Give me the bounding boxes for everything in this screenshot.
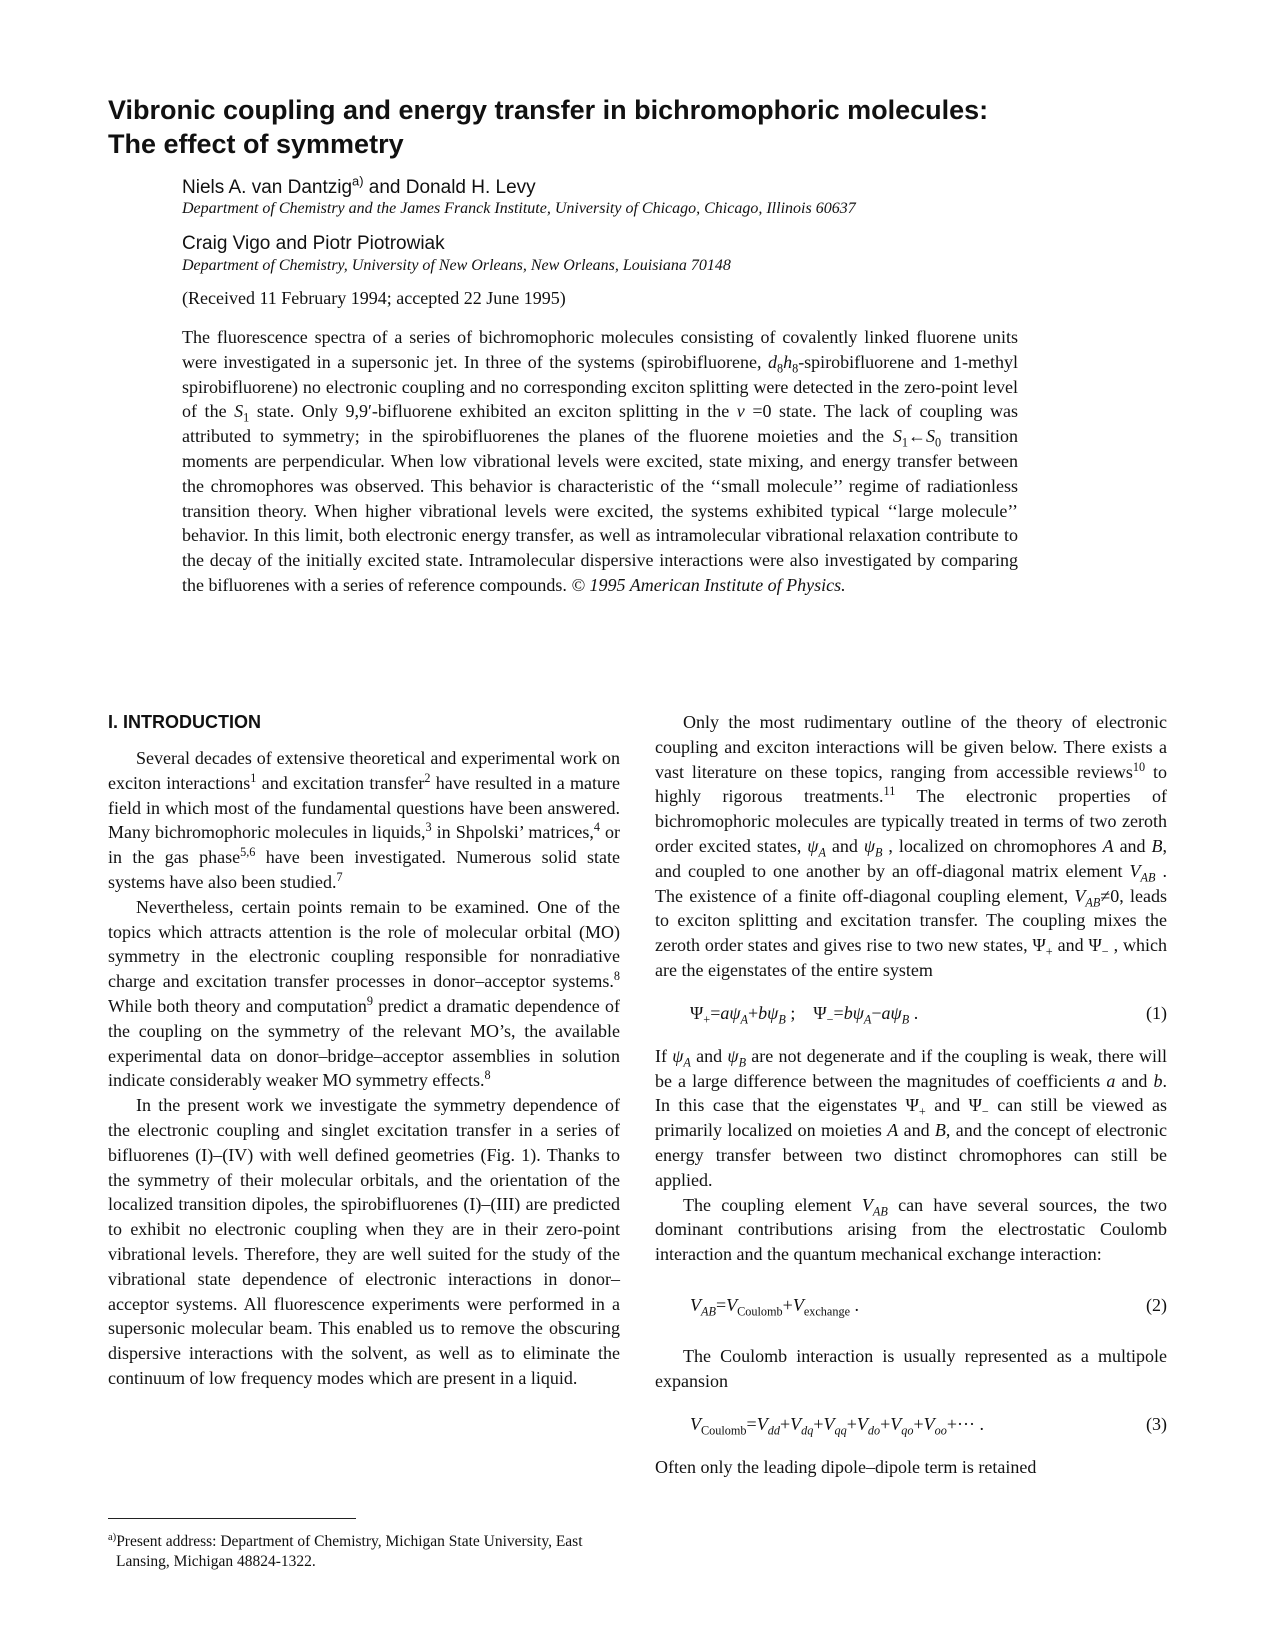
math-symbol: v [736, 401, 745, 422]
paragraph [108, 746, 620, 895]
math-subscript: A [818, 845, 826, 860]
paragraph-text: can have several sources, the two dominant contributions arising from the electrostatic Coulomb interaction and the quantum mechanical exchange interaction: [655, 1194, 1167, 1265]
paragraph: Often only the leading dipole–dipole term is retained [655, 1456, 1037, 1477]
left-column [108, 710, 620, 1391]
citation: 10 [1132, 759, 1146, 774]
paragraph: The Coulomb interaction is usually represented as a multipole expansion [655, 1345, 1167, 1391]
paragraph-text: , and the concept of electronic energy transfer between two distinct chromophores can still be applied. [655, 1120, 1167, 1190]
math-symbol: ψ [672, 1045, 684, 1066]
math-subscript: B [738, 1055, 747, 1070]
math-symbol: Ψ [905, 1095, 919, 1116]
paragraph-text: or in the gas phase [108, 822, 620, 868]
math-symbol: B [1151, 835, 1163, 856]
equation-3 [655, 1412, 1167, 1437]
math-subscript: 8 [776, 361, 784, 376]
equation-number: (3) [1146, 1413, 1167, 1434]
paragraph-text: Nevertheless, certain points remain to be examined. One of the topics which attracts attention is the role of molecular orbital (MO) symmetry in the electronic coupling responsible for nonradiative charge and excitation transfer processes in donor–acceptor systems. [108, 896, 620, 992]
math-symbol: V [1129, 860, 1141, 881]
equation-body: $\Psi_+=a\psi_A+b\psi_B$ ; $\Psi_-=b\psi_A-a\psi_B$ . [690, 1002, 919, 1027]
received-dates: (Received 11 February 1994; accepted 22 June 1995) [182, 288, 566, 308]
right-column [655, 710, 1167, 1479]
paragraph-text: While both theory and computation [108, 995, 367, 1016]
math-subscript: 1 [901, 435, 909, 450]
abstract [182, 325, 1018, 598]
paragraph-text: If [655, 1045, 673, 1066]
math-symbol: Ψ [968, 1095, 982, 1116]
paragraph-text: can still be viewed as primarily localized on moieties [655, 1095, 1167, 1141]
abstract-text: transition moments are perpendicular. When low vibrational levels were excited, state mixing, and energy transfer between the chromophores was observed. This behavior is characteristic of the ‘‘small molecule’’ regime of radiationless transition theory. When higher vibrational levels were excited, the systems exhibited typical ‘‘large molecule’’ behavior. In this limit, both electronic energy transfer, as well as intramolecular vibrational relaxation contribute to the decay of the initially excited state. Intramolecular dispersive interactions were also investigated by comparing the bifluorenes with a series of reference compounds. [182, 426, 1018, 595]
equation-2 [655, 1293, 1167, 1318]
citation: 2 [424, 770, 431, 785]
citation: 5,6 [240, 845, 256, 860]
paragraph-text: . In this case that the eigenstates [655, 1070, 1167, 1116]
math-subscript: AB [872, 1204, 888, 1219]
paragraph [655, 710, 1167, 983]
math-symbol: ψ [807, 835, 819, 856]
abstract-text: state. Only 9,9′-bifluorene exhibited an exciton splitting in the [249, 401, 737, 422]
paragraph-text: and [898, 1120, 935, 1141]
math-subscript: 1 [243, 410, 250, 425]
citation: 8 [484, 1068, 491, 1083]
paragraph-text: Only the most rudimentary outline of the theory of electronic coupling and exciton interactions will be given below. There exists a vast literature on these topics, ranging from accessible reviews [655, 712, 1167, 782]
math-subscript: − [1101, 944, 1109, 959]
math-subscript: + [1045, 944, 1053, 959]
math-symbol: S [926, 426, 936, 447]
math-subscript: AB [1140, 870, 1156, 885]
paragraph-text: predict a dramatic dependence of the coupling on the symmetry of the relevant MO’s, the available experimental data on donor–bridge–acceptor assemblies in solution indicate considerably weaker MO symmetry effects. [108, 995, 620, 1091]
paragraph: In the present work we investigate the symmetry dependence of the electronic coupling and singlet excitation transfer in a series of bifluorenes (I)–(IV) with well defined geometries (Fig. 1). Thanks to the symmetry of their molecular orbitals, and the orientation of the localized transition dipoles, the spirobifluorenes (I)–(III) are predicted to exhibit no electronic coupling when they are in their zero-point vibrational levels. Therefore, they are well suited for the study of the vibrational state dependence of electronic interactions in donor–acceptor systems. All fluorescence experiments were performed in a supersonic molecular beam. This enabled us to remove the obscuring dispersive interactions with the solvent, as well as to eliminate the continuum of low frequency modes which are present in a liquid. [108, 1095, 620, 1388]
footnote [108, 1532, 620, 1572]
abstract-text: The fluorescence spectra of a series of bichromophoric molecules consisting of covalently linked fluorene units were investigated in a supersonic jet. In three of the systems (spirobifluorene, [182, 327, 1018, 372]
title-line-2: The effect of symmetry [108, 129, 404, 159]
math-symbol: S [234, 401, 244, 422]
paragraph-text: have been investigated. Numerous solid state systems have also been studied. [108, 847, 620, 892]
math-symbol: d [767, 351, 777, 372]
paragraph-text: Several decades of extensive theoretical and experimental work on exciton interactions [108, 748, 620, 793]
paragraph-text: leads to exciton splitting and excitation transfer. The coupling mixes the zeroth order states and gives rise to two new states, [655, 885, 1167, 956]
math-symbol: B [934, 1120, 946, 1141]
paragraph-text: , localized on chromophores [882, 835, 1103, 856]
footnote-mark: a) [352, 173, 364, 189]
paragraph-text: and [1052, 935, 1089, 956]
abstract-text: -spirobifluorene and 1-methyl spirobifluorene) no electronic coupling and no corresponding exciton splitting were detected in the zero-point level of the [182, 351, 1018, 422]
author-line-2: Craig Vigo and Piotr Piotrowiak [182, 233, 445, 254]
abstract-text: =0 state. The lack of coupling was attributed to symmetry; in the spirobifluorenes the planes of the fluorene moieties and the [182, 401, 1018, 447]
math-symbol: ψ [727, 1045, 739, 1066]
math-symbol: b [1153, 1070, 1163, 1091]
citation: 9 [366, 993, 373, 1008]
math-arrow: ← [908, 426, 927, 447]
math-subscript: − [981, 1104, 989, 1119]
paragraph-text: . The existence of a finite off-diagonal coupling element, [655, 860, 1167, 906]
paragraph [655, 1044, 1167, 1193]
paragraph [108, 895, 620, 1093]
math-subscript: B [875, 845, 883, 860]
paragraph-text: and [1113, 835, 1152, 856]
equation-body: $V_{AB}=V_{Coulomb}+V_{exchange}$ . [690, 1295, 860, 1319]
citation: 8 [613, 969, 620, 984]
math-subscript: AB [1085, 895, 1101, 910]
paragraph-text: The electronic properties of bichromophoric molecules are typically treated in terms of two zeroth order excited states, [655, 786, 1167, 856]
paragraph-text: and excitation transfer [256, 772, 425, 793]
paragraph-text: and [825, 835, 864, 856]
citation: 7 [336, 869, 343, 884]
paragraph-text: to highly rigorous treatments. [655, 761, 1167, 807]
citation: 4 [593, 820, 600, 835]
footnote-text: Present address: Department of Chemistry, Michigan State University, East [116, 1533, 583, 1550]
title-line-1: Vibronic coupling and energy transfer in bichromophoric molecules: [108, 95, 989, 125]
section-heading: I. INTRODUCTION [108, 712, 261, 732]
equation-number: (1) [1146, 1002, 1167, 1023]
math-symbol: a [1106, 1070, 1116, 1091]
citation: 11 [883, 784, 896, 799]
math-subscript: + [918, 1104, 926, 1119]
math-symbol: h [783, 351, 793, 372]
paragraph-text: , and coupled to one another by an off-diagonal matrix element [655, 835, 1167, 881]
paragraph [655, 1193, 1167, 1267]
paragraph-text: and [690, 1045, 728, 1066]
paragraph-text: The coupling element [683, 1194, 862, 1215]
paragraph-text: have resulted in a mature field in which most of the fundamental questions have been answered. Many bichromophoric molecules in liquids, [108, 772, 620, 843]
author-names: and Donald H. Levy [363, 177, 536, 198]
equation-1 [655, 1001, 1167, 1026]
footnote-mark: a) [108, 1531, 117, 1543]
paragraph-text: and [925, 1095, 969, 1116]
affiliation-1: Department of Chemistry and the James Franck Institute, University of Chicago, Chicago, Illinois 60637 [182, 200, 856, 217]
author-line-1 [182, 173, 536, 199]
math-symbol: V [861, 1194, 873, 1215]
citation: 3 [425, 820, 432, 835]
math-symbol: V [1074, 885, 1086, 906]
math-symbol: A [1102, 835, 1114, 856]
paragraph-text: in Shpolski’ matrices, [431, 822, 594, 843]
math-symbol: S [892, 426, 902, 447]
paragraph-text: are not degenerate and if the coupling is weak, there will be a large difference between the magnitudes of coefficients [655, 1045, 1167, 1091]
math-subscript: A [683, 1055, 691, 1070]
footnote-divider [108, 1518, 356, 1519]
paper-title [108, 93, 1188, 161]
math-subscript: 8 [792, 361, 799, 376]
paragraph-text: , which are the eigenstates of the entire system [655, 935, 1167, 980]
footnote-text: Lansing, Michigan 48824-1322. [116, 1553, 316, 1570]
math-symbol: Ψ [1032, 935, 1046, 956]
math-subscript: 0 [935, 435, 942, 450]
math-symbol: A [887, 1120, 899, 1141]
author-names: Niels A. van Dantzig [182, 177, 353, 198]
math-symbol: Ψ [1088, 935, 1102, 956]
citation: 1 [250, 770, 257, 785]
math-symbol: ψ [863, 835, 875, 856]
paragraph-text: and [1115, 1070, 1154, 1091]
copyright-notice: © 1995 American Institute of Physics. [566, 574, 846, 595]
equation-number: (2) [1146, 1295, 1167, 1316]
math-symbol: ≠0, [1100, 885, 1124, 906]
affiliation-2: Department of Chemistry, University of New Orleans, New Orleans, Louisiana 70148 [182, 257, 731, 274]
equation-body: $V_{Coulomb}=V_{dd}+V_{dq}+V_{qq}+V_{do}+V_{qo}+V_{oo}+\cdot\cdot\cdot$ . [690, 1413, 985, 1438]
